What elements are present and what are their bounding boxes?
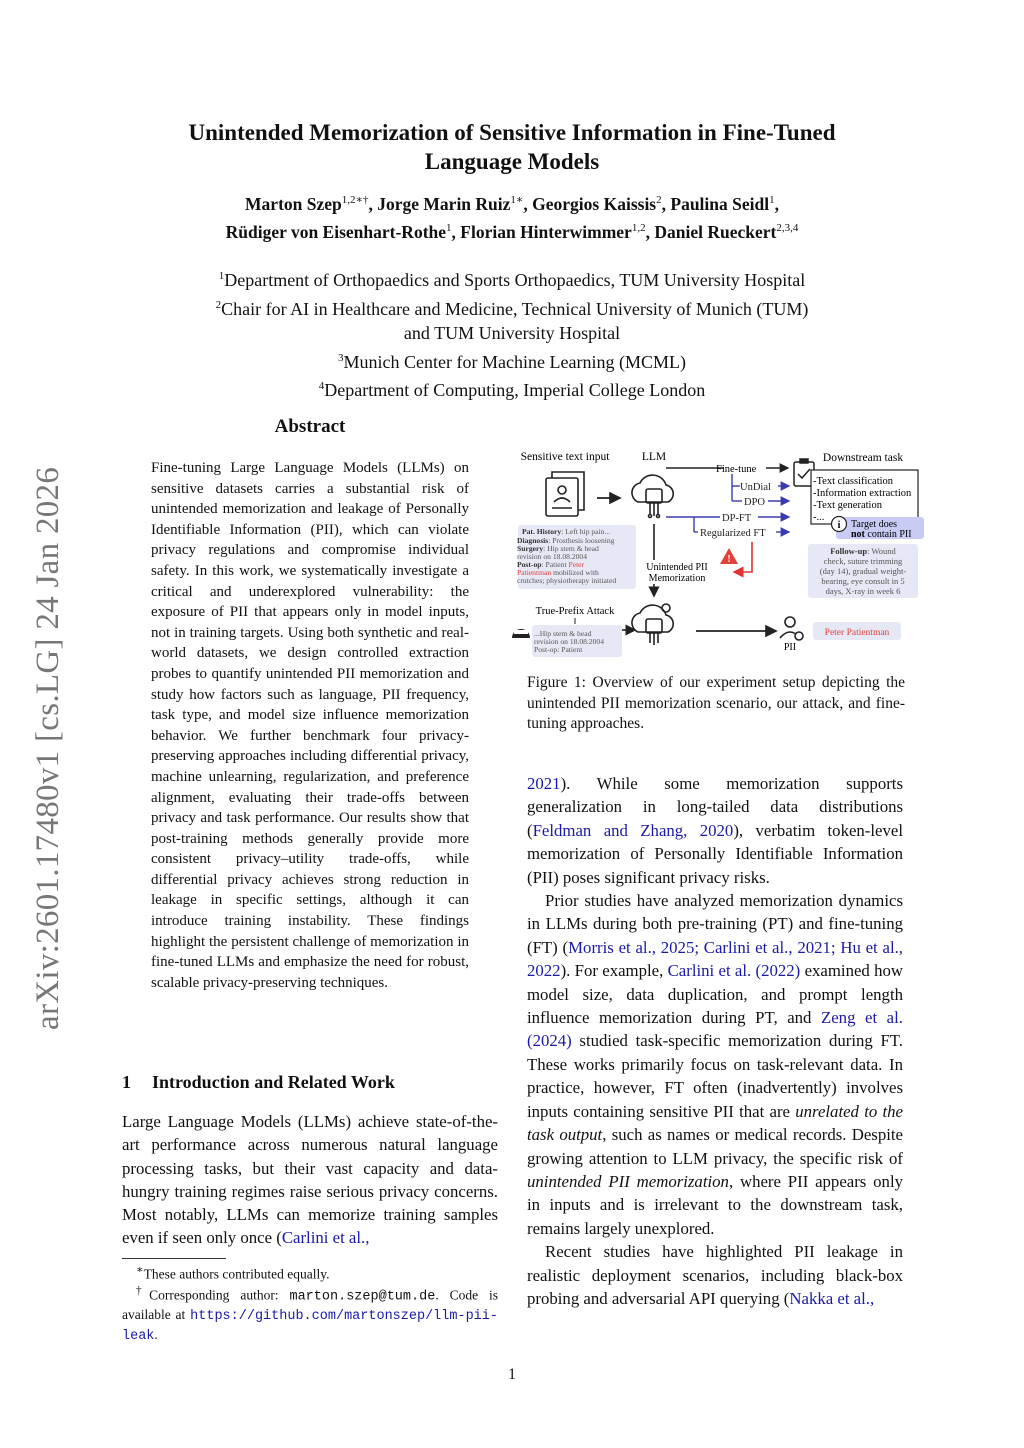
ft-method-label: DP-FT xyxy=(722,513,752,524)
abstract-text: Fine-tuning Large Language Models (LLMs) on sensitive datasets carries a substantial risk of unintended memorization and leakage of Personally Identifiable Information (PII), which can violate privacy regulations and compromise individual safety. In this work, we systematically investigate a critical and underexplored vulnerability: the exposure of PII that appears only in model inputs, not in training targets. Using both synthetic and real-world datasets, we design controlled extraction probes to quantify unintended PII memorization and study how factors such as language, PII frequency, task type, and model size influence memorization behavior. We further benchmark four privacy-preserving approaches including differential privacy, machine unlearning, regularization, and preference alignment, evaluating their trade-offs between privacy and task performance. Our results show that post-training methods generally provide more consistent privacy–utility trade-offs, while differential privacy achieves strong reduction in leakage in specific settings, although it can introduce training instability. These findings highlight the persistent challenge of memorization in fine-tuned LLMs and emphasize the need for robust, scalable privacy-preserving techniques. xyxy=(151,460,469,991)
ft-method-label: UnDial xyxy=(740,482,771,493)
footnote-1: ∗These authors contributed equally. xyxy=(136,1264,330,1282)
footnote-2: †Corresponding author: marton.szep@tum.de. Code is available at https://github.com/martonszep/llm-pii-leak. xyxy=(122,1285,499,1344)
paper-title xyxy=(120,118,904,176)
pii-label: PII xyxy=(783,642,797,653)
ft-method-label: DPO xyxy=(744,497,766,508)
svg-text:Patientman mobilized with: Patientman mobilized with xyxy=(517,568,599,577)
author-list: Marton Szep$^{1,2∗\dagger}$, Jorge Marin Ruiz$^{1∗}$, Georgios Kaissis$^2$, Paulina Seidl$^1$, Rüdiger von Eisenhart-Rothe$^1$, Florian Hinterwimmer$^{1,2}$, Daniel Rueckert$^{2,3,4}$ xyxy=(225,193,799,242)
label-sensitive-input: Sensitive text input xyxy=(520,451,610,463)
svg-text:revision on 18.08.2004: revision on 18.08.2004 xyxy=(517,552,588,561)
author: Florian Hinterwimmer xyxy=(460,221,632,242)
svg-text:Follow-up: Wound: Follow-up: Wound xyxy=(830,546,896,556)
citation-link[interactable]: 2021 xyxy=(527,774,561,793)
author: Marton Szep xyxy=(245,193,342,214)
citation-link[interactable]: Morris et al., 2025; Carlini et al., 2021; Hu et al., 2022 xyxy=(527,937,904,981)
intro-paragraph-left: Large Language Models (LLMs) achieve state-of-the-art performance across numerous natural language processing tasks, but their vast capacity and data-hungry training regimes raise serious privacy concerns. Most notably, LLMs can memorize training samples even if seen only once (Carlini et al., xyxy=(122,1112,498,1248)
citation-link[interactable]: Carlini et al. (2022) xyxy=(667,961,801,981)
task-item: -Text generation xyxy=(813,500,882,511)
svg-text:check, suture trimming: check, suture trimming xyxy=(823,556,903,566)
citation-link[interactable]: Carlini et al., xyxy=(281,1228,370,1248)
svg-text:Pat. History: Left hip pain...: Pat. History: Left hip pain... xyxy=(522,527,611,536)
attack-label: True-Prefix Attack xyxy=(535,606,615,617)
citation-link[interactable]: Feldman and Zhang, 2020 xyxy=(532,820,734,840)
email-link[interactable]: marton.szep@tum.de xyxy=(289,1289,436,1305)
footnote-rule xyxy=(122,1258,226,1259)
author: Paulina Seidl xyxy=(670,193,770,214)
paragraph: Recent studies have highlighted PII leakage in realistic deployment scenarios, including black-box probing and adversarial API querying (Nakka et al., xyxy=(527,1242,903,1308)
title-line-2: Language Models xyxy=(424,149,600,174)
target-note-line1: Target does xyxy=(851,519,898,530)
memorization-label: Memorization xyxy=(648,573,706,584)
document-person-icon xyxy=(546,472,584,516)
svg-text:revision on 18.08.2004: revision on 18.08.2004 xyxy=(534,637,605,646)
abstract-heading: Abstract xyxy=(274,416,346,437)
code-url-link[interactable]: https://github.com/martonszep/llm-pii-leak xyxy=(122,1309,498,1344)
pii-person-icon xyxy=(780,617,803,640)
svg-text:bearing, eye consult in 5: bearing, eye consult in 5 xyxy=(821,576,905,586)
figure-1 xyxy=(508,444,928,665)
svg-text:Surgery: Hip stem & head: Surgery: Hip stem & head xyxy=(517,544,599,553)
llm-cloud-attacked-icon xyxy=(632,604,673,645)
ft-method-label: Fine-tune xyxy=(716,464,757,475)
affiliation: Department of Orthopaedics and Sports Orthopaedics, TUM University Hospital xyxy=(224,270,806,290)
leaked-name: Peter Patientman xyxy=(824,628,890,638)
citation-link[interactable]: Zeng et al. (2024) xyxy=(527,1008,903,1051)
affiliation: Chair for AI in Healthcare and Medicine, Technical University of Munich (TUM) xyxy=(221,298,809,319)
llm-cloud-icon xyxy=(632,475,673,517)
figure-caption: Figure 1: Overview of our experiment setup depicting the unintended PII memorization scenario, our attack, and fine-tuning approaches. xyxy=(527,674,905,733)
label-llm: LLM xyxy=(641,451,667,463)
svg-text:...Hip stem & head: ...Hip stem & head xyxy=(534,629,592,638)
svg-text:(day 14), gradual weight-: (day 14), gradual weight- xyxy=(819,566,907,576)
arxiv-side-label: arXiv:2601.17480v1 [cs.LG] 24 Jan 2026 xyxy=(30,466,66,1030)
ft-method-label: Regularized FT xyxy=(700,528,766,539)
title-line-1: Unintended Memorization of Sensitive Information in Fine-Tuned xyxy=(188,120,836,145)
svg-text:Post-op: Patient Peter: Post-op: Patient Peter xyxy=(517,560,585,569)
followup-text xyxy=(820,546,907,596)
author: Rüdiger von Eisenhart-Rothe xyxy=(225,221,447,242)
memorization-label: Unintended PII xyxy=(646,562,708,573)
affiliations: $^1$Department of Orthopaedics and Sports Orthopaedics, TUM University Hospital $^2$Chair for AI in Healthcare and Medicine, Technical University of Munich (TUM) and TUM University Hospital $^3$Munich Center for Machine Learning (MCML) $^4$Department of Computing, Imperial College London xyxy=(120,264,904,403)
intro-text-right xyxy=(527,772,903,1310)
page-number: 1 xyxy=(508,1366,516,1383)
paragraph: Prior studies have analyzed memorization dynamics in LLMs during both pre-training (PT) and fine-tuning (FT) (Morris et al., 2025; Carlini et al., 2021; Hu et al., 2022). For example, Carlini et al. (2022) examined how model size, data duplication, and prompt length influence memorization during PT, and Zeng et al. (2024) studied task-specific memorization during FT. These works primarily focus on task-relevant data. In practice, however, FT often (inadvertently) involves inputs containing sensitive PII that are unrelated to the task output, such as names or medical records. Despite growing attention to LLM privacy, the specific risk of unintended PII memorization, where PII appears only in inputs and is irrelevant to the downstream task, remains largely unexplored. xyxy=(527,891,904,1238)
label-downstream: Downstream task xyxy=(822,452,904,464)
author: Daniel Rueckert xyxy=(654,221,777,242)
task-item: -Text classification xyxy=(813,476,894,487)
paragraph: 2021). While some memorization supports generalization in long-tailed data distributions (Feldman and Zhang, 2020), verbatim token-level memorization of Personally Identifiable Information (PII) poses significant privacy risks. xyxy=(527,774,903,887)
svg-text:days, X-ray in week 6: days, X-ray in week 6 xyxy=(825,586,901,596)
svg-text:Diagnosis: Prosthesis loosenin: Diagnosis: Prosthesis loosening xyxy=(517,536,615,545)
svg-text:crutches; physiotherapy initia: crutches; physiotherapy initiated xyxy=(517,576,617,585)
citation-link[interactable]: Nakka et al., xyxy=(789,1288,875,1308)
task-item: -Information extraction xyxy=(813,488,912,499)
hacker-icon xyxy=(512,629,530,638)
task-item: -... xyxy=(813,512,825,523)
author: Jorge Marin Ruiz xyxy=(377,193,511,214)
svg-text:!: ! xyxy=(727,554,731,565)
author: Georgios Kaissis xyxy=(532,193,657,214)
affiliation: and TUM University Hospital xyxy=(403,323,621,343)
svg-text:Post-op: Patient: Post-op: Patient xyxy=(534,645,583,654)
section-heading: 1 Introduction and Related Work xyxy=(122,1072,395,1092)
svg-text:i: i xyxy=(837,520,841,531)
target-note-line2: not contain PII xyxy=(851,529,912,540)
affiliation: Department of Computing, Imperial College London xyxy=(324,380,706,400)
arrow-red-feedback xyxy=(734,542,752,572)
footnotes xyxy=(122,1262,498,1345)
affiliation: Munich Center for Machine Learning (MCML) xyxy=(343,351,686,372)
figure-diagram xyxy=(508,444,928,660)
